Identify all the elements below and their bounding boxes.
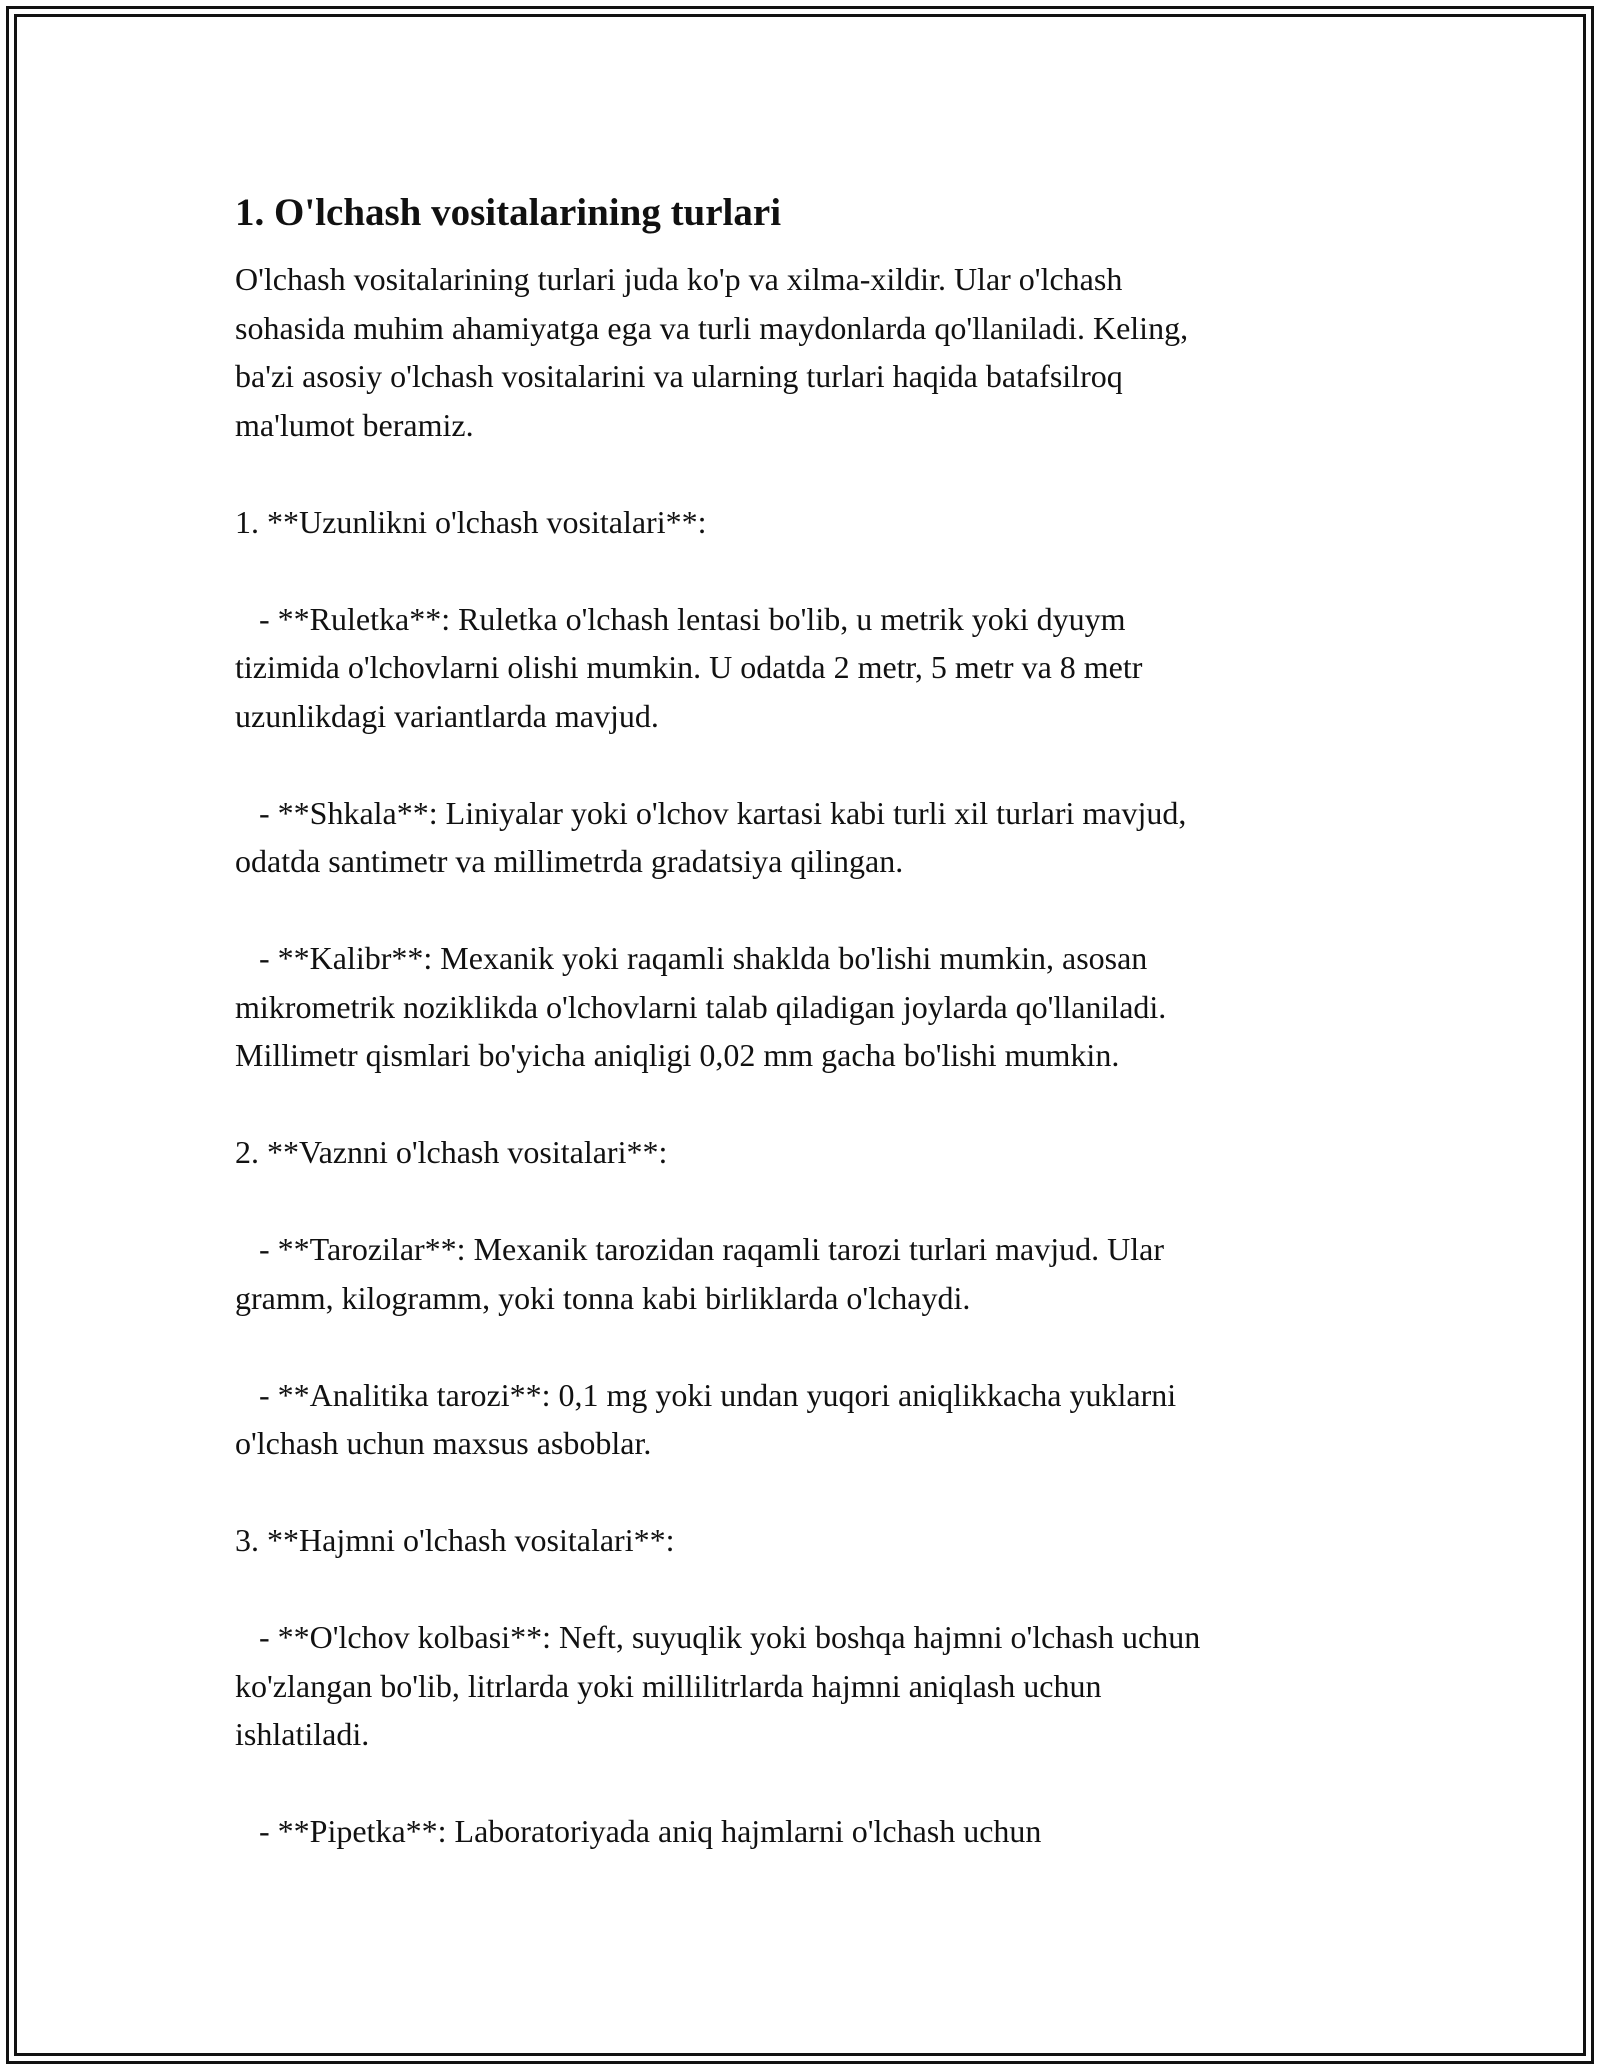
list-item-ruletka: - **Ruletka**: Ruletka o'lchash lentasi bo'lib, u metrik yoki dyuym tizimida o'lchovlarni olishi mumkin. U odatda 2 metr, 5 metr va 8 metr uzunlikdagi variantlarda mavjud. — [235, 600, 1143, 734]
document-title: 1. O'lchash vositalarining turlari — [235, 191, 782, 234]
paragraph-spacer — [235, 449, 1385, 498]
document-body — [235, 185, 1385, 1856]
list-item-kalibr: - **Kalibr**: Mexanik yoki raqamli shaklda bo'lishi mumkin, asosan mikrometrik noziklikda o'lchovlarni talab qiladigan joylarda qo'llaniladi. Millimetr qismlari bo'yicha aniqligi 0,02 mm gacha bo'lishi mumkin. — [235, 940, 1167, 1073]
paragraph-spacer — [235, 886, 1385, 935]
paragraph-spacer — [235, 1759, 1385, 1808]
paragraph-spacer — [235, 1080, 1385, 1129]
paragraph-spacer — [235, 1322, 1385, 1371]
paragraph-spacer — [235, 740, 1385, 789]
section-heading-weight: 2. **Vaznni o'lchash vositalari**: — [235, 1134, 668, 1170]
paragraph-spacer — [235, 1468, 1385, 1517]
list-item-shkala: - **Shkala**: Liniyalar yoki o'lchov kartasi kabi turli xil turlari mavjud, odatda santimetr va millimetrda gradatsiya qilingan. — [235, 794, 1187, 879]
intro-paragraph: O'lchash vositalarining turlari juda ko'p va xilma-xildir. Ular o'lchash sohasida muhim ahamiyatga ega va turli maydonlarda qo'llaniladi. Keling, ba'zi asosiy o'lchash vositalarini va ularning turlari haqida batafsilroq ma'lumot beramiz. — [235, 261, 1189, 443]
paragraph-spacer — [235, 1177, 1385, 1226]
list-item-olchov-kolbasi: - **O'lchov kolbasi**: Neft, suyuqlik yoki boshqa hajmni o'lchash uchun ko'zlangan bo'lib, litrlarda yoki millilitrlarda hajmni aniqlash uchun ishlatiladi. — [235, 1619, 1201, 1752]
list-item-pipetka: - **Pipetka**: Laboratoriyada aniq hajmlarni o'lchash uchun — [235, 1813, 1042, 1849]
list-item-analitika-tarozi: - **Analitika tarozi**: 0,1 mg yoki undan yuqori aniqlikkacha yuklarni o'lchash uchun maxsus asboblar. — [235, 1376, 1177, 1461]
section-heading-length: 1. **Uzunlikni o'lchash vositalari**: — [235, 503, 707, 540]
list-item-tarozilar: - **Tarozilar**: Mexanik tarozidan raqamli tarozi turlari mavjud. Ular gramm, kilogramm, yoki tonna kabi birliklarda o'lchaydi. — [235, 1231, 1164, 1316]
section-heading-volume: 3. **Hajmni o'lchash vositalari**: — [235, 1522, 675, 1558]
paragraph-spacer — [235, 546, 1385, 595]
paragraph-spacer — [235, 1565, 1385, 1614]
